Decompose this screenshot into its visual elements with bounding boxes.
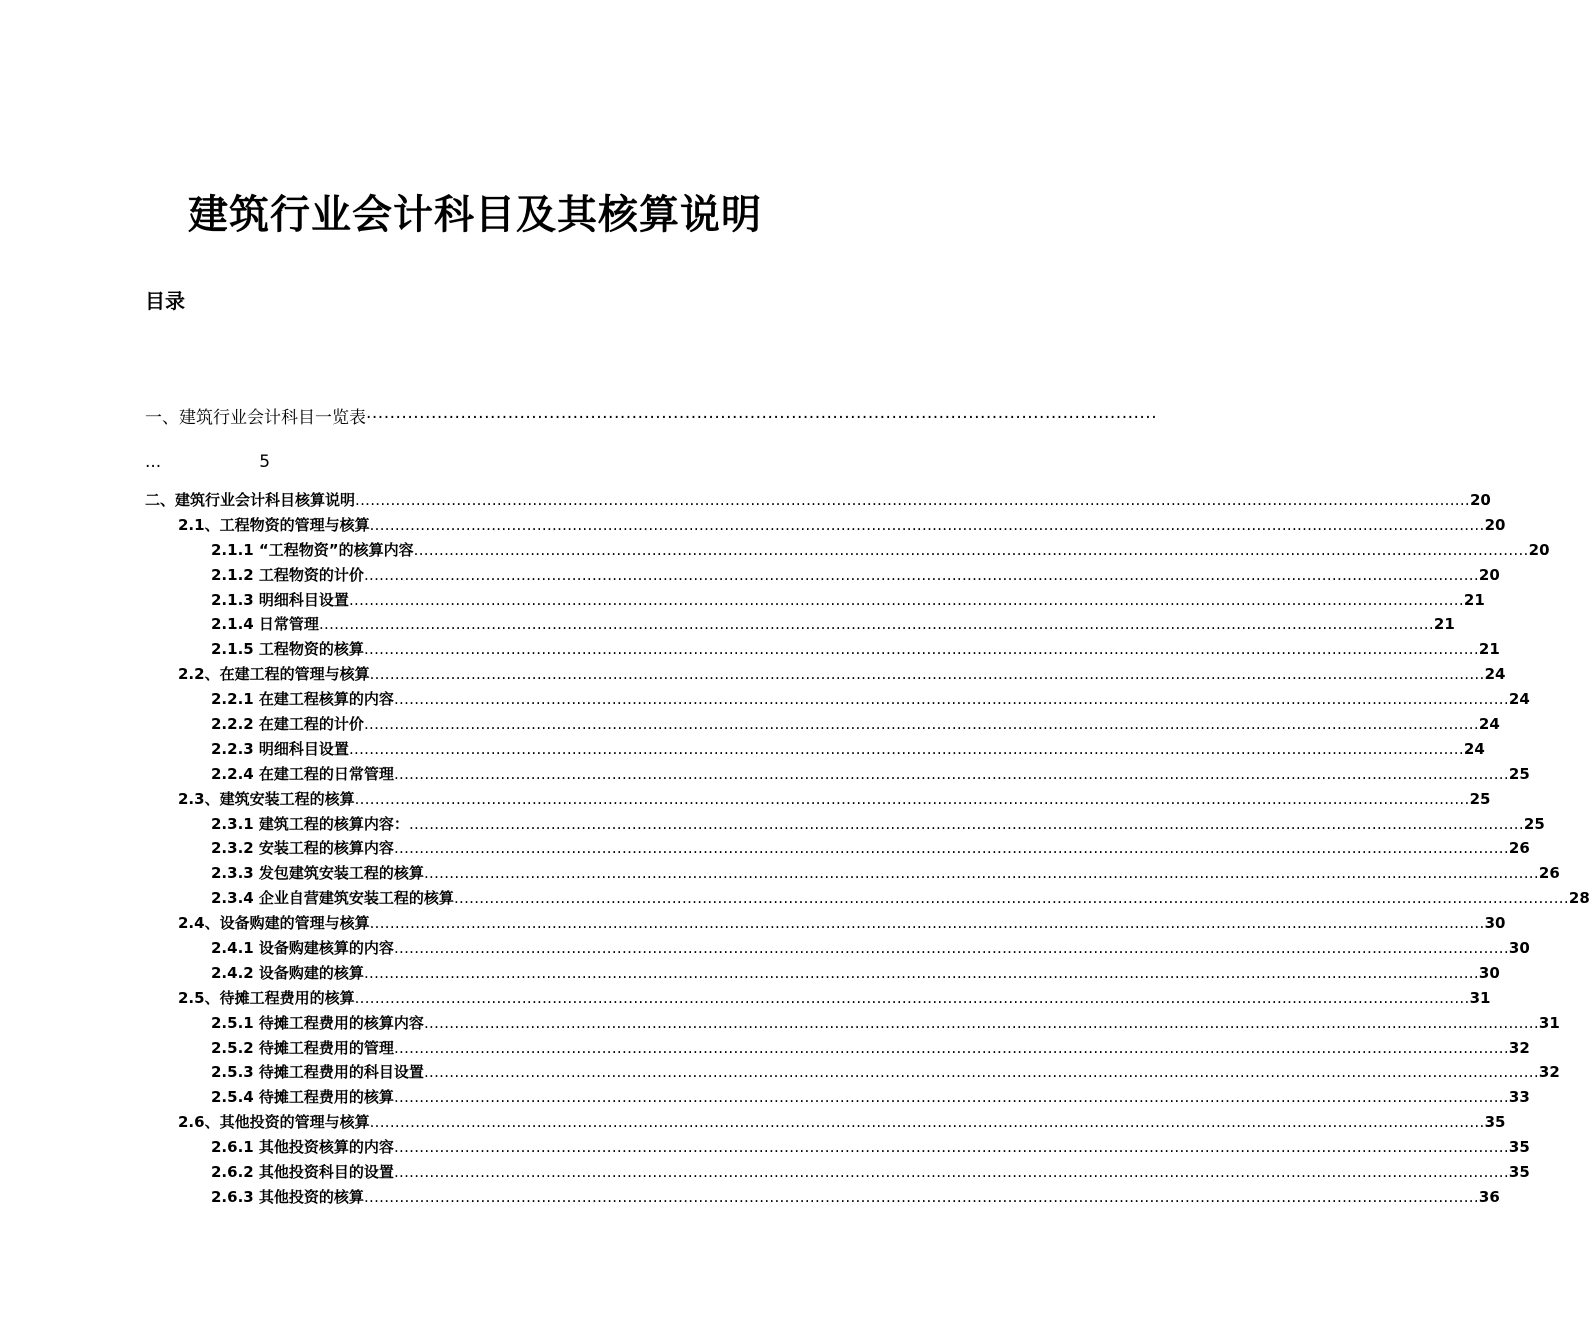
toc-entry-page: 32 [1538, 1063, 1560, 1082]
toc-entry-label: 2.6.2 其他投资科目的设置 [211, 1163, 394, 1182]
toc-entry[interactable] [0, 986, 1491, 1011]
toc-entry-page: 26 [1538, 864, 1560, 883]
toc-entry-page: 31 [1469, 988, 1491, 1007]
toc-entry[interactable] [0, 538, 1550, 563]
toc-entry-label: 2.3、建筑安装工程的核算 [178, 789, 355, 808]
toc-entry[interactable] [0, 712, 1500, 737]
toc-entry-page: 30 [1484, 914, 1506, 933]
toc-entry-page: 21 [1433, 615, 1455, 634]
toc-entry-label: 2.5.4 待摊工程费用的核算 [211, 1088, 394, 1107]
toc-entry[interactable] [0, 836, 1530, 861]
toc-entry-label: 2.2、在建工程的管理与核算 [178, 665, 370, 684]
toc-entry[interactable] [0, 1085, 1530, 1110]
toc-entry-label: 一、建筑行业会计科目一览表 [145, 408, 366, 428]
toc-entry-page: 30 [1478, 963, 1500, 982]
toc-entry[interactable] [0, 488, 1491, 513]
toc-entry-page: 20 [1528, 540, 1550, 559]
toc-entry-page: 30 [1508, 939, 1530, 958]
toc-entry-label: 2.2.1 在建工程核算的内容 [211, 690, 394, 709]
toc-leader-dots: ............................................................................................................................................................................................................................ [354, 988, 1470, 1007]
toc-entry-page: 31 [1538, 1013, 1560, 1032]
toc-entry[interactable] [0, 1135, 1530, 1160]
toc-entry-label: 2.3.1 建筑工程的核算内容： [211, 814, 409, 833]
toc-entry-label: 2.1.4 日常管理 [211, 615, 319, 634]
toc-entry-page: 25 [1469, 789, 1491, 808]
toc-leader-dots: ............................................................................................................................................................................................................................ [393, 1138, 1509, 1157]
toc-entry[interactable] [0, 762, 1530, 787]
toc-entry[interactable] [0, 961, 1500, 986]
toc-leader-dots: ............................................................................................................................................................................................................................ [354, 789, 1470, 808]
toc-leader-dots: ............................................................................................................................................................................................................................ [393, 839, 1509, 858]
toc-entry[interactable] [0, 662, 1506, 687]
toc-entry-label: 2.5.1 待摊工程费用的核算内容 [211, 1013, 424, 1032]
toc-entry[interactable] [0, 687, 1530, 712]
toc-heading: 目录 [145, 289, 185, 313]
toc-leader-dots: ...................................................................................................................................... [366, 403, 1158, 423]
toc-entry-page: 20 [1470, 491, 1491, 509]
toc-entry[interactable] [0, 637, 1500, 662]
toc-entry-label: 2.5.2 待摊工程费用的管理 [211, 1038, 394, 1057]
toc-entry-page: 20 [1484, 515, 1506, 534]
toc-leader-dots: ............................................................................................................................................................................................................................ [348, 590, 1464, 609]
toc-entry-page: 25 [1523, 814, 1545, 833]
toc-leader-dots: ............................................................................................................................................................................................................................ [369, 665, 1485, 684]
toc-entry-label: 2.3.3 发包建筑安装工程的核算 [211, 864, 424, 883]
toc-entry-page: 5 [259, 452, 271, 472]
toc-entry-cont-dots: ... [145, 452, 162, 472]
toc-entry[interactable] [0, 911, 1506, 936]
toc-entry-page: 20 [1478, 565, 1500, 584]
toc-entry-page: 35 [1508, 1138, 1530, 1157]
toc-leader-dots: ............................................................................................................................................................................................................................ [363, 640, 1479, 659]
toc-entry-label: 2.1.3 明细科目设置 [211, 590, 349, 609]
toc-list [0, 488, 1590, 1210]
toc-entry-page: 24 [1484, 665, 1506, 684]
toc-entry-label: 2.5、待摊工程费用的核算 [178, 988, 355, 1007]
toc-entry-page: 33 [1508, 1088, 1530, 1107]
toc-leader-dots: ............................................................................................................................................................................................................................ [423, 1013, 1539, 1032]
toc-entry-label: 2.4.1 设备购建核算的内容 [211, 939, 394, 958]
toc-entry-label: 2.1.2 工程物资的计价 [211, 565, 364, 584]
toc-entry-page: 35 [1484, 1113, 1506, 1132]
toc-leader-dots: ............................................................................................................................................................................................................................ [413, 540, 1529, 559]
toc-entry-first-continuation [145, 452, 270, 472]
toc-entry-page: 24 [1463, 739, 1485, 758]
toc-entry[interactable] [0, 612, 1455, 637]
toc-leader-dots: ............................................................................................................................................................................................................................ [393, 764, 1509, 783]
toc-entry[interactable] [0, 787, 1491, 812]
toc-entry-first[interactable] [145, 403, 1158, 428]
toc-entry[interactable] [0, 886, 1590, 911]
toc-entry[interactable] [0, 1160, 1530, 1185]
toc-leader-dots: ............................................................................................................................................................................................................................ [393, 1163, 1509, 1182]
toc-leader-dots: ............................................................................................................................................................................................................................ [363, 1187, 1479, 1206]
toc-leader-dots: ............................................................................................................................................................................................................................ [453, 889, 1569, 908]
toc-entry-label: 2.2.3 明细科目设置 [211, 739, 349, 758]
toc-entry[interactable] [0, 588, 1485, 613]
toc-entry-label: 2.4、设备购建的管理与核算 [178, 914, 370, 933]
toc-entry-label: 2.6.3 其他投资的核算 [211, 1187, 364, 1206]
toc-leader-dots: ............................................................................................................................................................................................................................ [363, 715, 1479, 734]
toc-entry[interactable] [0, 513, 1506, 538]
toc-leader-dots: ............................................................................................................................................................................................................................ [369, 914, 1485, 933]
toc-entry-page: 25 [1508, 764, 1530, 783]
toc-entry-page: 21 [1478, 640, 1500, 659]
toc-entry-page: 26 [1508, 839, 1530, 858]
toc-entry-page: 32 [1508, 1038, 1530, 1057]
toc-entry[interactable] [0, 1110, 1506, 1135]
toc-entry-label: 2.3.4 企业自营建筑安装工程的核算 [211, 889, 454, 908]
toc-leader-dots: ............................................................................................................................................................................................................................ [369, 515, 1485, 534]
toc-entry[interactable] [0, 936, 1530, 961]
toc-leader-dots: ............................................................................................................................................................................................................................ [363, 565, 1479, 584]
toc-leader-dots: ............................................................................................................................................................................................................................ [408, 814, 1524, 833]
toc-entry[interactable] [0, 812, 1545, 837]
toc-entry[interactable] [0, 563, 1500, 588]
toc-entry-label: 二、建筑行业会计科目核算说明 [145, 491, 356, 509]
toc-entry-label: 2.6.1 其他投资核算的内容 [211, 1138, 394, 1157]
toc-entry[interactable] [0, 861, 1560, 886]
toc-leader-dots: ............................................................................................................................................................................................................................ [393, 1088, 1509, 1107]
toc-entry[interactable] [0, 1060, 1560, 1085]
toc-entry-page: 36 [1478, 1187, 1500, 1206]
toc-entry-page: 24 [1478, 715, 1500, 734]
toc-entry-page: 21 [1463, 590, 1485, 609]
toc-entry-label: 2.1、工程物资的管理与核算 [178, 515, 370, 534]
toc-entry-label: 2.2.2 在建工程的计价 [211, 715, 364, 734]
toc-entry-label: 2.1.5 工程物资的核算 [211, 640, 364, 659]
toc-leader-dots: ............................................................................................................................................................................................................................ [393, 1038, 1509, 1057]
toc-entry-label: 2.6、其他投资的管理与核算 [178, 1113, 370, 1132]
toc-leader-dots: ............................................................................................................................................................................................................................ [355, 491, 1470, 509]
toc-entry[interactable] [0, 1036, 1530, 1061]
toc-entry-page: 35 [1508, 1163, 1530, 1182]
document-title: 建筑行业会计科目及其核算说明 [188, 192, 762, 238]
toc-entry-label: 2.1.1 “工程物资”的核算内容 [211, 540, 414, 559]
toc-entry[interactable] [0, 737, 1485, 762]
toc-leader-dots: ............................................................................................................................................................................................................................ [423, 864, 1539, 883]
toc-entry-label: 2.5.3 待摊工程费用的科目设置 [211, 1063, 424, 1082]
toc-leader-dots: ............................................................................................................................................................................................................................ [348, 739, 1464, 758]
toc-leader-dots: ............................................................................................................................................................................................................................ [393, 690, 1509, 709]
toc-leader-dots: ............................................................................................................................................................................................................................ [369, 1113, 1485, 1132]
toc-entry[interactable] [0, 1185, 1500, 1210]
toc-entry-page: 28 [1568, 889, 1590, 908]
toc-leader-dots: ............................................................................................................................................................................................................................ [393, 939, 1509, 958]
toc-leader-dots: ............................................................................................................................................................................................................................ [318, 615, 1434, 634]
toc-entry[interactable] [0, 1011, 1560, 1036]
toc-leader-dots: ............................................................................................................................................................................................................................ [363, 963, 1479, 982]
toc-entry-label: 2.2.4 在建工程的日常管理 [211, 764, 394, 783]
toc-leader-dots: ............................................................................................................................................................................................................................ [423, 1063, 1539, 1082]
toc-entry-label: 2.3.2 安装工程的核算内容 [211, 839, 394, 858]
toc-entry-page: 24 [1508, 690, 1530, 709]
toc-entry-label: 2.4.2 设备购建的核算 [211, 963, 364, 982]
